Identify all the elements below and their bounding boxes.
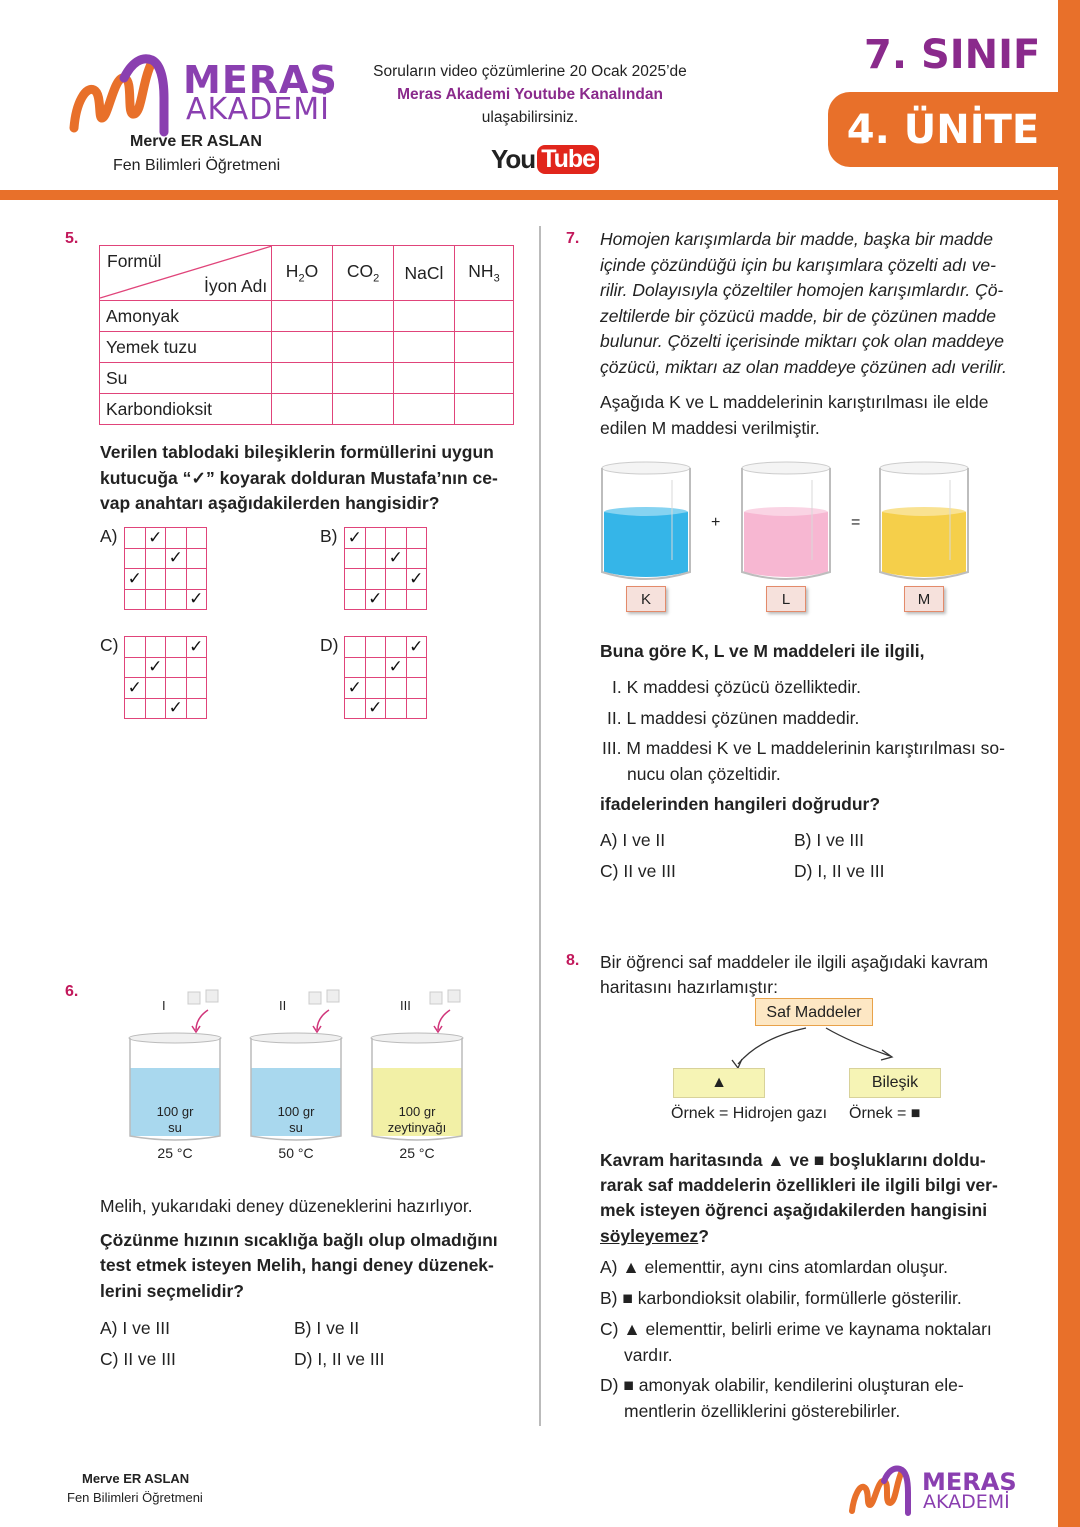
q7-statement-3: III. M maddesi K ve L maddelerinin karıştırılması so- xyxy=(602,738,1005,758)
q7-stem: Buna göre K, L ve M maddeleri ile ilgili, xyxy=(600,641,925,661)
q6-setup-2 xyxy=(241,988,361,1168)
grid-cell xyxy=(186,528,207,549)
q5-col-h2o: $H_2O$ xyxy=(272,246,333,301)
q8-number: 8. xyxy=(566,952,580,969)
q8-stem-2: rarak saf maddelerin özellikleri ile ilgili bilgi ver- xyxy=(600,1175,998,1195)
table-row: Su xyxy=(100,363,514,394)
q8-stem-1: Kavram haritasında ▲ ve ■ boşluklarını doldu- xyxy=(600,1150,986,1170)
q5-number: 5. xyxy=(65,230,79,247)
q6-intro: Melih, yukarıdaki deney düzeneklerini hazırlıyor. xyxy=(100,1196,473,1216)
grid-cell xyxy=(145,678,166,699)
q7-option-b[interactable]: B) I ve III xyxy=(794,830,865,850)
answer-grid-a xyxy=(124,527,207,610)
meras-logo-icon xyxy=(68,52,178,137)
grid-cell xyxy=(386,637,407,658)
q5-option-a-letter[interactable]: A) xyxy=(100,526,118,546)
grid-cell xyxy=(365,678,386,699)
q6-option-d[interactable]: D) I, II ve III xyxy=(294,1349,385,1369)
grid-cell xyxy=(365,637,386,658)
check-icon: ✓ xyxy=(345,678,366,699)
grid-cell xyxy=(125,548,146,569)
answer-grid-b xyxy=(344,527,427,610)
plus-sign: + xyxy=(711,514,721,531)
grid-cell xyxy=(125,657,146,678)
grid-cell xyxy=(365,657,386,678)
grid-cell xyxy=(166,569,187,590)
q8-intro-2: haritasını hazırlamıştır: xyxy=(600,977,778,997)
q8-option-d[interactable]: D) ■ amonyak olabilir, kendilerini oluşturan ele- mentlerin özelliklerini gösterebilirler. xyxy=(600,1375,964,1421)
q6-stem-1: Çözünme hızının sıcaklığa bağlı olup olmadığını xyxy=(100,1230,498,1250)
setup-roman: II xyxy=(279,998,287,1013)
q8-option-b[interactable]: B) ■ karbondioksit olabilir, formüllerle gösterilir. xyxy=(600,1288,962,1308)
check-icon: ✓ xyxy=(166,548,187,569)
footer-teacher-title: Fen Bilimleri Öğretmeni xyxy=(67,1490,203,1505)
q6-setup-3 xyxy=(362,988,482,1168)
grid-cell xyxy=(365,528,386,549)
q7-paragraph-1: Homojen karışımlarda bir madde, başka bir madde içinde çözündüğü için bu karışımlara çözelti adı ve- rilir. Dolayısıyla çözeltiler homojen karışımlardır. Çö- zeltilerde bir çözücü madde, bir de çözünen madde bulunur. Çözelti içerisinde miktarı çok olan maddeye çözücü, miktarı az olan maddeye çözünen adı verilir. xyxy=(600,229,1007,377)
check-icon: ✓ xyxy=(145,657,166,678)
grid-cell xyxy=(145,548,166,569)
grid-cell xyxy=(186,548,207,569)
unit-badge xyxy=(828,92,1058,167)
setup-label: 100 gr su xyxy=(277,1104,315,1135)
unit-title: 4. ÜNİTE xyxy=(846,106,1040,153)
check-icon: ✓ xyxy=(406,569,427,590)
grid-cell xyxy=(386,678,407,699)
q5-head-ion: İyon Adı xyxy=(204,276,268,296)
q5-stem-1: Verilen tablodaki bileşiklerin formüllerini uygun xyxy=(100,442,494,462)
q7-number: 7. xyxy=(566,230,580,247)
column-divider xyxy=(539,226,541,1426)
setup-temperature: 50 °C xyxy=(278,1145,314,1161)
teacher-name: Merve ER ASLAN xyxy=(130,133,262,150)
setup-roman: I xyxy=(162,998,166,1013)
q5-head-formula: Formül xyxy=(107,251,162,271)
check-icon: ✓ xyxy=(386,657,407,678)
header-rule xyxy=(0,190,1058,200)
equals-sign: = xyxy=(851,514,861,531)
youtube-you: You xyxy=(491,143,536,174)
q5-formula-table xyxy=(99,245,514,425)
q5-stem-3: vap anahtarı aşağıdakilerden hangisidir? xyxy=(100,493,440,513)
grid-cell xyxy=(166,589,187,610)
answer-grid-c xyxy=(124,636,207,719)
grid-cell xyxy=(365,548,386,569)
concept-right-box: Bileşik xyxy=(849,1068,941,1098)
youtube-logo[interactable] xyxy=(491,142,599,176)
grid-cell xyxy=(166,528,187,549)
footer-teacher-name: Merve ER ASLAN xyxy=(82,1471,190,1486)
q6-stem-3: lerini seçmelidir? xyxy=(100,1281,244,1301)
q5-col-nh3: $NH_3$ xyxy=(455,246,514,301)
video-line-2: Meras Akademi Youtube Kanalından xyxy=(397,86,663,103)
q8-stem-3: mek isteyen öğrenci aşağıdakilerden hangisini xyxy=(600,1200,988,1220)
grid-cell xyxy=(186,657,207,678)
check-icon: ✓ xyxy=(406,637,427,658)
beaker-k xyxy=(600,460,692,620)
q7-option-c[interactable]: C) II ve III xyxy=(600,861,676,881)
q7-statement-1: I. K maddesi çözücü özelliktedir. xyxy=(612,677,862,697)
check-icon: ✓ xyxy=(365,589,386,610)
setup-label: 100 gr su xyxy=(156,1104,194,1135)
grid-cell xyxy=(145,589,166,610)
q8-intro-1: Bir öğrenci saf maddeler ile ilgili aşağıdaki kavram xyxy=(600,952,989,972)
q7-paragraph-2: Aşağıda K ve L maddelerinin karıştırılması ile elde edilen M maddesi verilmiştir. xyxy=(600,392,989,438)
right-edge-bar xyxy=(1058,0,1080,1527)
q6-setup-1 xyxy=(120,988,240,1168)
check-icon: ✓ xyxy=(365,698,386,719)
grid-cell xyxy=(386,698,407,719)
beaker-icon xyxy=(878,460,970,585)
grid-cell xyxy=(145,637,166,658)
grid-cell xyxy=(365,569,386,590)
q8-option-c[interactable]: C) ▲ elementtir, belirli erime ve kaynama noktaları vardır. xyxy=(600,1319,992,1365)
grid-cell xyxy=(406,657,427,678)
q7-option-a[interactable]: A) I ve II xyxy=(600,830,666,850)
table-row: Yemek tuzu xyxy=(100,332,514,363)
check-icon: ✓ xyxy=(186,589,207,610)
beaker-l xyxy=(740,460,832,620)
grid-cell xyxy=(345,589,366,610)
table-row: Amonyak xyxy=(100,301,514,332)
grid-cell xyxy=(186,569,207,590)
grid-cell xyxy=(345,569,366,590)
q6-stem-2: test etmek isteyen Melih, hangi deney düzenek- xyxy=(100,1255,494,1275)
check-icon: ✓ xyxy=(345,528,366,549)
teacher-title: Fen Bilimleri Öğretmeni xyxy=(113,157,281,174)
check-icon: ✓ xyxy=(125,569,146,590)
grid-cell xyxy=(145,698,166,719)
check-icon: ✓ xyxy=(125,678,146,699)
table-row: Karbondioksit xyxy=(100,394,514,425)
video-line-3: ulaşabilirsiniz. xyxy=(481,109,579,126)
footer-logo-icon xyxy=(848,1465,916,1517)
grid-cell xyxy=(166,678,187,699)
q6-option-c[interactable]: C) II ve III xyxy=(100,1349,176,1369)
q7-option-d[interactable]: D) I, II ve III xyxy=(794,861,885,881)
grid-cell xyxy=(386,589,407,610)
setup-label: 100 gr zeytinyağı xyxy=(387,1104,447,1135)
q5-col-co2: $CO_2$ xyxy=(333,246,394,301)
grid-cell xyxy=(406,589,427,610)
q5-col-nacl: NaCl xyxy=(394,246,455,301)
q6-option-b[interactable]: B) I ve II xyxy=(294,1318,360,1338)
grid-cell xyxy=(145,569,166,590)
q5-option-b-letter[interactable]: B) xyxy=(320,526,338,546)
footer-brand-top: MERAS xyxy=(922,1468,1017,1496)
grid-cell xyxy=(166,637,187,658)
concept-left-box xyxy=(673,1068,765,1098)
q7-statement-3-cont: nucu olan çözeltidir. xyxy=(627,764,781,784)
grid-cell xyxy=(406,548,427,569)
q8-option-a[interactable]: A) ▲ elementtir, aynı cins atomlardan oluşur. xyxy=(600,1257,949,1277)
grid-cell xyxy=(186,678,207,699)
grid-cell xyxy=(125,637,146,658)
left-example: Örnek = Hidrojen gazı xyxy=(671,1105,828,1122)
video-line-1: Soruların video çözümlerine 20 Ocak 2025’de xyxy=(373,63,687,80)
grid-cell xyxy=(386,569,407,590)
setup-temperature: 25 °C xyxy=(157,1145,193,1161)
grid-cell xyxy=(125,698,146,719)
right-example: Örnek = ■ xyxy=(849,1105,921,1122)
concept-arrows xyxy=(720,1026,920,1071)
q5-option-d-letter[interactable]: D) xyxy=(320,635,339,655)
q6-number: 6. xyxy=(65,983,79,1000)
grid-cell xyxy=(186,698,207,719)
brand-top: MERAS xyxy=(183,58,338,102)
grid-cell xyxy=(386,528,407,549)
beaker-icon xyxy=(740,460,832,585)
grid-cell xyxy=(406,698,427,719)
answer-grid-d xyxy=(344,636,427,719)
grid-cell xyxy=(166,657,187,678)
brand-bottom: AKADEMİ xyxy=(186,92,330,127)
beaker-m xyxy=(878,460,970,620)
grid-cell xyxy=(406,678,427,699)
grade-title: 7. SINIF xyxy=(864,32,1041,78)
setup-temperature: 25 °C xyxy=(399,1145,435,1161)
triangle-icon: ▲ xyxy=(711,1074,727,1091)
footer-brand-bottom: AKADEMİ xyxy=(923,1491,1010,1513)
grid-cell xyxy=(345,657,366,678)
concept-root: Saf Maddeler xyxy=(755,998,873,1026)
setup-roman: III xyxy=(400,998,411,1013)
q7-question: ifadelerinden hangileri doğrudur? xyxy=(600,794,881,814)
check-icon: ✓ xyxy=(186,637,207,658)
q7-statement-2: II. L maddesi çözünen maddedir. xyxy=(607,708,860,728)
beaker-icon xyxy=(600,460,692,585)
grid-cell xyxy=(406,528,427,549)
beaker-label: M xyxy=(904,586,944,612)
check-icon: ✓ xyxy=(145,528,166,549)
grid-cell xyxy=(345,698,366,719)
check-icon: ✓ xyxy=(166,698,187,719)
beaker-label: K xyxy=(626,586,666,612)
q8-stem-4: söyleyemez? xyxy=(600,1226,709,1246)
beaker-label: L xyxy=(766,586,806,612)
grid-cell xyxy=(125,528,146,549)
q5-header-diagonal-cell xyxy=(100,246,272,301)
grid-cell xyxy=(125,589,146,610)
youtube-tube: Tube xyxy=(537,145,599,174)
q5-stem-2: kutucuğa “✓” koyarak dolduran Mustafa’nın ce- xyxy=(100,468,498,488)
q6-option-a[interactable]: A) I ve III xyxy=(100,1318,171,1338)
grid-cell xyxy=(345,637,366,658)
q5-option-c-letter[interactable]: C) xyxy=(100,635,119,655)
grid-cell xyxy=(345,548,366,569)
check-icon: ✓ xyxy=(386,548,407,569)
